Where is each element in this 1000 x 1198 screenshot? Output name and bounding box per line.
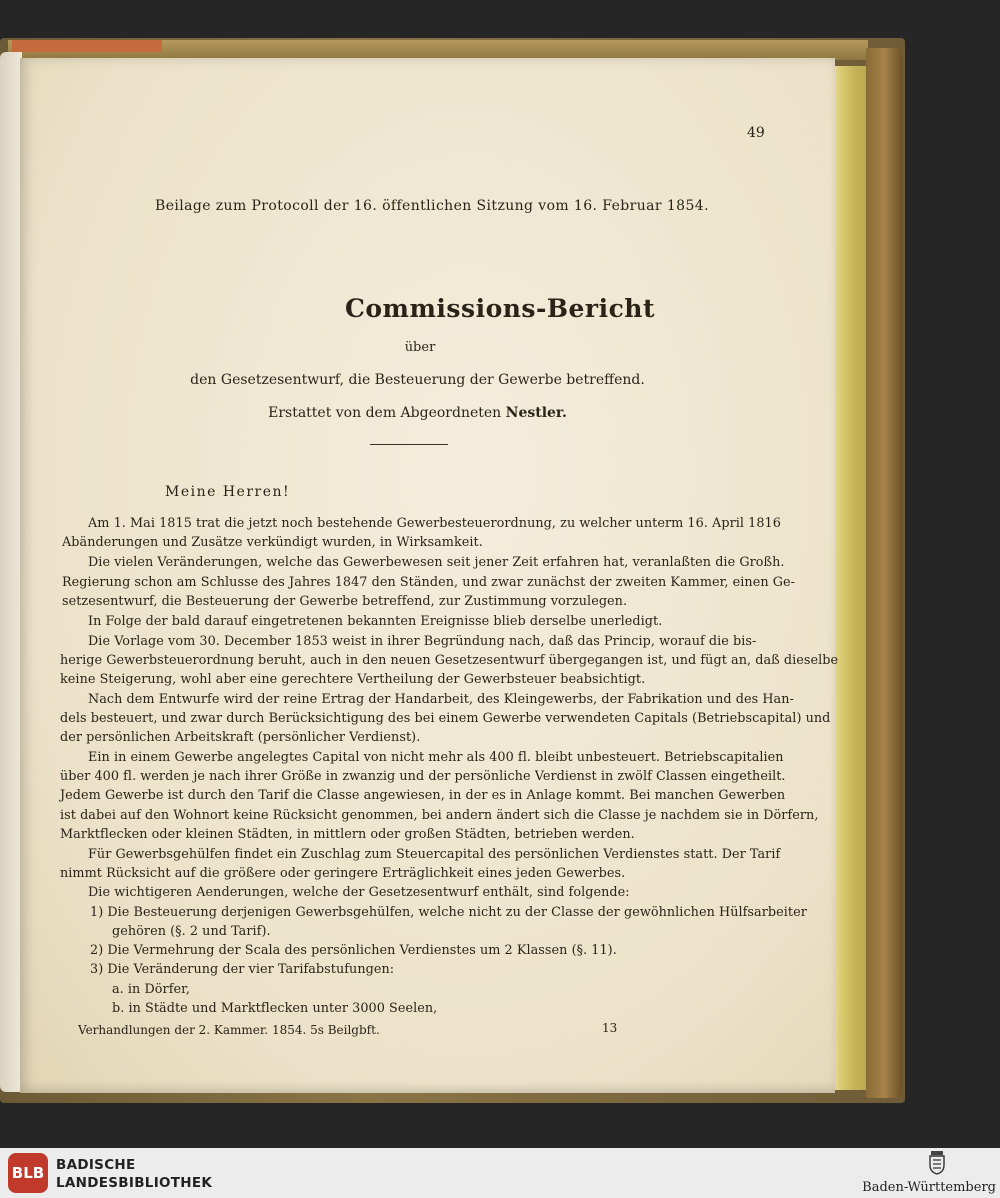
body-line: Nach dem Entwurfe wird der reine Ertrag der Handarbeit, des Kleingewerbs, der Fabrikation und des Han- [88, 692, 794, 707]
body-line: über 400 fl. werden je nach ihrer Größe in zwanzig und der persönliche Verdienst in zwölf Classen eingetheilt. [60, 769, 786, 784]
body-line: Für Gewerbsgehülfen findet ein Zuschlag zum Steuercapital des persönlichen Verdienstes statt. Der Tarif [88, 847, 781, 862]
region-label: Baden-Württemberg [862, 1180, 996, 1195]
body-line: herige Gewerbsteuerordnung beruht, auch in den neuen Gesetzesentwurf übergegangen ist, und fügt an, daß dieselbe [60, 653, 839, 668]
body-line: setzesentwurf, die Besteuerung der Gewerbe betreffend, zur Zustimmung vorzulegen. [62, 594, 628, 609]
body-line: nimmt Rücksicht auf die größere oder geringere Erträglichkeit eines jeden Gewerbes. [60, 866, 626, 881]
book-spine-label [12, 40, 162, 52]
body-line: keine Steigerung, wohl aber eine gerechtere Vertheilung der Gewerbsteuer beabsichtigt. [60, 672, 646, 687]
library-name-line2: LANDESBIBLIOTHEK [56, 1175, 213, 1191]
body-line: Die wichtigeren Aenderungen, welche der Gesetzesentwurf enthält, sind folgende: [88, 885, 630, 900]
divider-rule [370, 444, 448, 445]
body-line: Regierung schon am Schlusse des Jahres 1847 den Ständen, und zwar zunächst der zweiten Kammer, einen Ge- [62, 575, 796, 590]
body-line: Am 1. Mai 1815 trat die jetzt noch bestehende Gewerbesteuerordnung, zu welcher unterm 16. April 1816 [88, 516, 781, 531]
list-item: b. in Städte und Marktflecken unter 3000 Seelen, [112, 1001, 438, 1016]
list-item: 1) Die Besteuerung derjenigen Gewerbsgehülfen, welche nicht zu der Classe der gewöhnlichen Hülfsarbeiter [90, 905, 807, 920]
body-line: Jedem Gewerbe ist durch den Tarif die Classe angewiesen, in der es in Anlage kommt. Bei manchen Gewerben [60, 788, 786, 803]
list-item: a. in Dörfer, [112, 982, 190, 997]
document-title: Commissions-Bericht [344, 294, 656, 323]
body-line: Ein in einem Gewerbe angelegtes Capital von nicht mehr als 400 fl. bleibt unbesteuert. Betriebscapitalien [88, 750, 784, 765]
title-connector: über [404, 340, 436, 355]
page-stack-edge [832, 66, 868, 1090]
document-subject: den Gesetzesentwurf, die Besteuerung der Gewerbe betreffend. [190, 372, 645, 388]
reporter-prefix: Erstattet von dem Abgeordneten [268, 405, 506, 421]
salutation: Meine Herren! [165, 484, 291, 500]
sheet-signature: 13 [602, 1021, 618, 1035]
body-line: Die Vorlage vom 30. December 1853 weist in ihrer Begründung nach, daß das Princip, worauf die bis- [88, 634, 757, 649]
library-name-line1: BADISCHE [56, 1157, 136, 1173]
body-line: ist dabei auf den Wohnort keine Rücksicht genommen, bei andern ändert sich die Classe je nachdem sie in Dörfern, [60, 808, 819, 823]
reporter-name: Nestler. [505, 405, 567, 421]
list-item: gehören (§. 2 und Tarif). [112, 924, 271, 939]
coat-of-arms-icon [928, 1149, 946, 1175]
list-item: 2) Die Vermehrung der Scala des persönlichen Verdienstes um 2 Klassen (§. 11). [90, 943, 617, 958]
book-gutter [0, 52, 22, 1092]
book-cover-right [866, 48, 902, 1098]
list-item: 3) Die Veränderung der vier Tarifabstufungen: [90, 962, 395, 977]
body-line: dels besteuert, und zwar durch Berücksichtigung des bei einem Gewerbe verwendeten Capitals (Betriebscapital) und [60, 711, 831, 726]
body-line: Abänderungen und Zusätze verkündigt wurden, in Wirksamkeit. [62, 535, 483, 550]
blb-logo[interactable]: BLB [8, 1153, 48, 1193]
body-line: In Folge der bald darauf eingetretenen bekannten Ereignisse blieb derselbe unerledigt. [88, 614, 663, 629]
supplement-heading: Beilage zum Protocoll der 16. öffentlichen Sitzung vom 16. Februar 1854. [155, 198, 709, 214]
reporter-line [0, 405, 835, 421]
page-number: 49 [747, 125, 765, 141]
body-line: der persönlichen Arbeitskraft (persönlicher Verdienst). [60, 730, 421, 745]
body-line: Die vielen Veränderungen, welche das Gewerbewesen seit jener Zeit erfahren hat, veranlaßten die Großh. [88, 555, 785, 570]
body-line: Marktflecken oder kleinen Städten, in mittlern oder großen Städten, betrieben werden. [60, 827, 635, 842]
footer-reference: Verhandlungen der 2. Kammer. 1854. 5s Beilgbft. [78, 1023, 380, 1037]
